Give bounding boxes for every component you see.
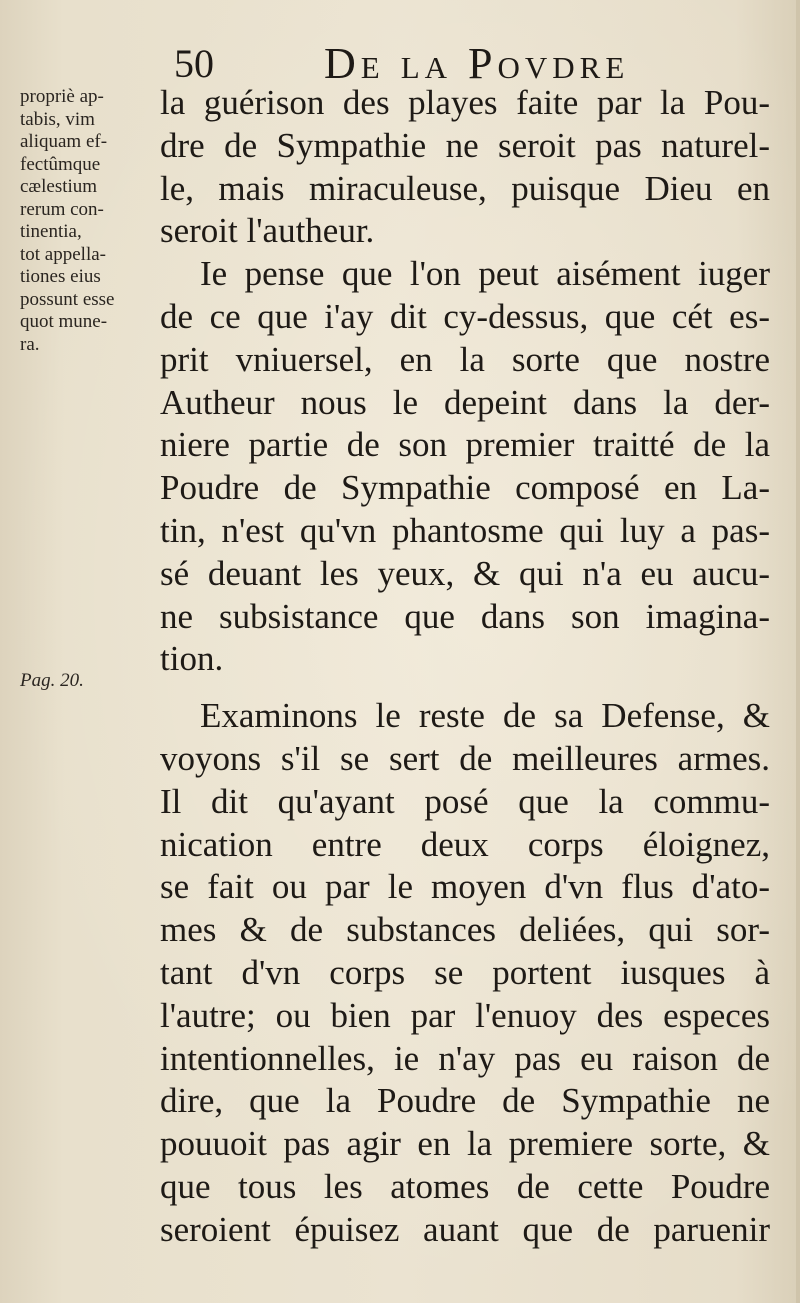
text-line: dire, que la Poudre de Sympathie ne	[160, 1081, 770, 1121]
text-line: se fait ou par le moyen d'vn flus d'ato-	[160, 867, 770, 907]
margin-note-line: tabis, vim	[20, 108, 95, 130]
text-line: seroient épuisez auant que de paruenir	[160, 1209, 770, 1249]
text-line: nication entre deux corps éloignez,	[160, 824, 770, 864]
text-line: ne subsistance que dans son imagina-	[160, 596, 770, 636]
margin-note-line: tot appella-	[20, 243, 106, 265]
text-line: Il dit qu'ayant posé que la commu-	[160, 781, 770, 821]
margin-note-line: aliquam ef-	[20, 131, 108, 152]
text-line: le, mais miraculeuse, puisque Dieu en	[160, 168, 770, 208]
text-line: intentionnelles, ie n'ay pas eu raison de	[160, 1038, 770, 1078]
margin-note-line: cælestium	[20, 176, 98, 197]
paragraph-start-line: Examinons le reste de sa Defense, &	[200, 696, 770, 736]
text-line: tant d'vn corps se portent iusques à	[160, 952, 770, 992]
margin-note-line: tiones eius	[20, 266, 101, 287]
margin-note-latin	[20, 86, 160, 356]
margin-note-page-ref: Pag. 20.	[20, 670, 84, 691]
text-line: sé deuant les yeux, & qui n'a eu aucu-	[160, 553, 770, 593]
text-line: voyons s'il se sert de meilleures armes.	[160, 738, 770, 778]
margin-note-line: fectûmque	[20, 153, 101, 175]
text-line: Poudre de Sympathie composé en La-	[160, 468, 770, 508]
text-line: l'autre; ou bien par l'enuoy des especes	[160, 995, 770, 1035]
margin-note-line: propriè ap-	[20, 86, 104, 107]
text-line: pouuoit pas agir en la premiere sorte, &	[160, 1124, 770, 1164]
text-line: tin, n'est qu'vn phantosme qui luy a pas-	[160, 510, 770, 550]
page-edge	[796, 0, 800, 1303]
text-line: mes & de substances deliées, qui sor-	[160, 910, 770, 950]
paragraph-start-line: Ie pense que l'on peut aisément iuger	[200, 254, 770, 294]
text-line: seroit l'autheur.	[160, 211, 375, 251]
text-line: la guérison des playes faite par la Pou-	[160, 83, 770, 122]
text-line: niere partie de son premier traitté de la	[160, 425, 770, 465]
text-line: tion.	[160, 639, 224, 679]
text-line: que tous les atomes de cette Poudre	[160, 1166, 770, 1206]
margin-note-line: possunt esse	[20, 288, 115, 310]
text-line: de ce que i'ay dit cy-dessus, que cét es-	[160, 296, 770, 336]
margin-note-line: tinentia,	[20, 221, 82, 242]
margin-note-line: quot mune-	[20, 311, 108, 332]
margin-note-line: rerum con-	[20, 198, 104, 220]
body-text	[160, 82, 770, 1252]
page-number: 50	[174, 41, 214, 86]
text-line: Autheur nous le depeint dans la der-	[160, 382, 770, 422]
text-line: prit vniuersel, en la sorte que nostre	[160, 339, 770, 379]
text-line: dre de Sympathie ne seroit pas naturel-	[160, 125, 770, 165]
margin-note-line: ra.	[20, 333, 40, 355]
running-title: De la Povdre	[324, 39, 630, 88]
